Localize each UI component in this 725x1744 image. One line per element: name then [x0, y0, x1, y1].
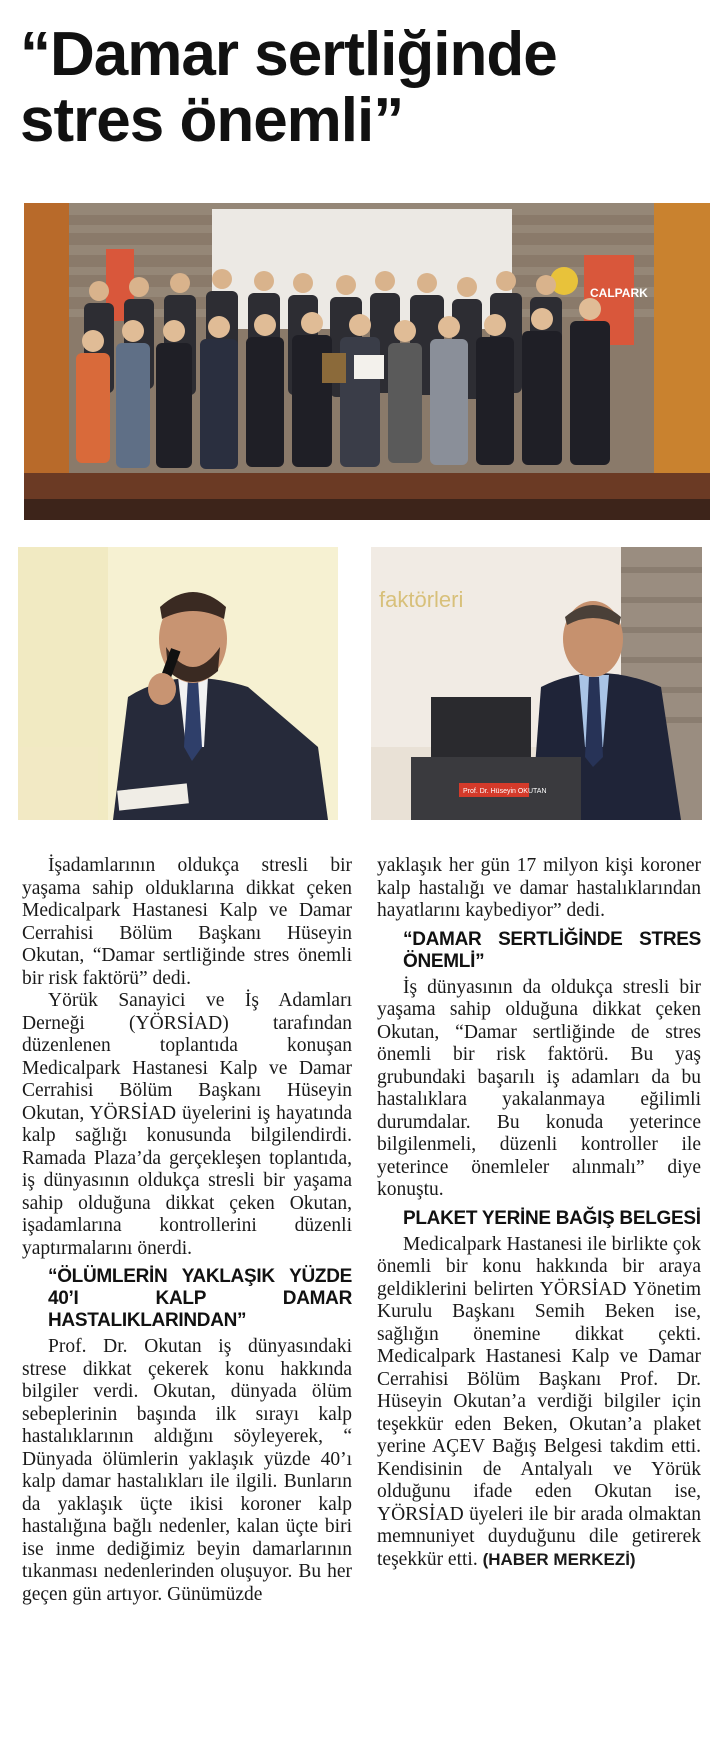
podium-name-plate: Prof. Dr. Hüseyin OKUTAN [463, 788, 547, 795]
slide-text: faktörleri [379, 587, 464, 612]
article-column-left [22, 855, 352, 1606]
paragraph-continuation: yaklaşık her gün 17 milyon kişi koroner kalp hastalığı ve damar hastalıklarından hayatlarını kaybediyor” dedi. [377, 855, 701, 921]
headline-line-2: stres önemli” [20, 86, 404, 155]
paragraph-intro: İşadamlarının oldukça stresli bir yaşama sahip olduklarına dikkat çeken Medicalpark Hastanesi Kalp ve Damar Cerrahisi Bölüm Başkanı Hüseyin Okutan, “Damar sertliğinde stres önemli bir risk faktörü” dedi. [22, 855, 352, 989]
speaker-photo-right [371, 547, 702, 820]
paragraph-event: Yörük Sanayici ve İş Adamları Derneği (YÖRSİAD) tarafından düzenlenen toplantıda konuşan Medicalpark Hastanesi Kalp ve Damar Cerrahisi Bölüm Başkanı Hüseyin Okutan, YÖRSİAD üyelerini iş hayatında kalp sağlığı konusunda bilgilendirdi. Ramada Plaza’da gerçekleşen toplantıda, iş dünyasının oldukça stresli bir yaşama sahip olduğuna dikkat çeken Okutan, işadamlarına kontrollerini düzenli yaptırmalarını önerdi. [22, 990, 352, 1259]
paragraph-statistics: Prof. Dr. Okutan iş dünyasındaki strese dikkat çekerek konu hakkında bilgiler verdi. Okutan, dünyada ölüm sebeplerinin başında ilk sırayı kalp hastalıklarının aldığını söyleyerek, “ Dünyada ölümlerin yaklaşık yüzde 40’ı kalp damar hastalıkları ile ilgili. Bunların da yaklaşık üçte ikisi koroner kalp hastalığına bağlı nedenler, kalan üçte biri ise inme dediğimiz beyin damarlarının tıkanması nedenlerinden oluşuyor. Bu her geçen gün artıyor. Günümüzde [22, 1336, 352, 1605]
group-photo [24, 203, 710, 520]
speaker-photo-left [18, 547, 338, 820]
byline-signature: (HABER MERKEZİ) [482, 1549, 636, 1569]
headline-line-1: “Damar sertliğinde [20, 20, 557, 89]
paragraph-stress: İş dünyasının da oldukça stresli bir yaşama sahip olduğuna dikkat çeken Okutan, “Damar sertliğinde de stres önemli bir risk faktörü. Bu yaş grubundaki başarılı iş adamları da bu hastalıklara yakalanmaya eğilimli durumdalar. Bu konuda yeterince bilgilenmeli, düzenli kontroller ile yeterince önemleler alınmalı” diye konuştu. [377, 976, 701, 1200]
subheading-damar-sertligi: “DAMAR SERTLİĞİNDE STRES ÖNEMLİ” [403, 928, 701, 972]
article-headline [20, 22, 710, 154]
subheading-olumler: “ÖLÜMLERİN YAKLAŞIK YÜZDE 40’I KALP DAMAR HASTALIKLARINDAN” [48, 1266, 352, 1331]
article-column-right [377, 855, 701, 1571]
banner-brand-text: CALPARK [590, 286, 648, 300]
subheading-plaket: PLAKET YERİNE BAĞIŞ BELGESİ [403, 1207, 701, 1229]
paragraph-plaket [377, 1234, 701, 1572]
paragraph-plaket-text: Medicalpark Hastanesi ile birlikte çok önemli bir konu hakkında bir araya geldiklerini belirten YÖRSİAD Yönetim Kurulu Başkanı Semih Beken ise, sağlığın önemine dikkat çekti. Medicalpark Hastanesi Kalp ve Damar Cerrahisi Bölüm Başkanı Prof. Dr. Hüseyin Okutan’a verdiği bilgiler için teşekkür eden Beken, Okutan’a plaket yerine AÇEV Bağış Belgesi takdim etti. Kendisinin de Antalyalı ve Yörük olduğunu ifade eden Okutan ise, YÖRSİAD üyeleri ile bir arada olmaktan memnuniyet duyduğunu dile getirerek teşekkür etti. [377, 1233, 701, 1570]
